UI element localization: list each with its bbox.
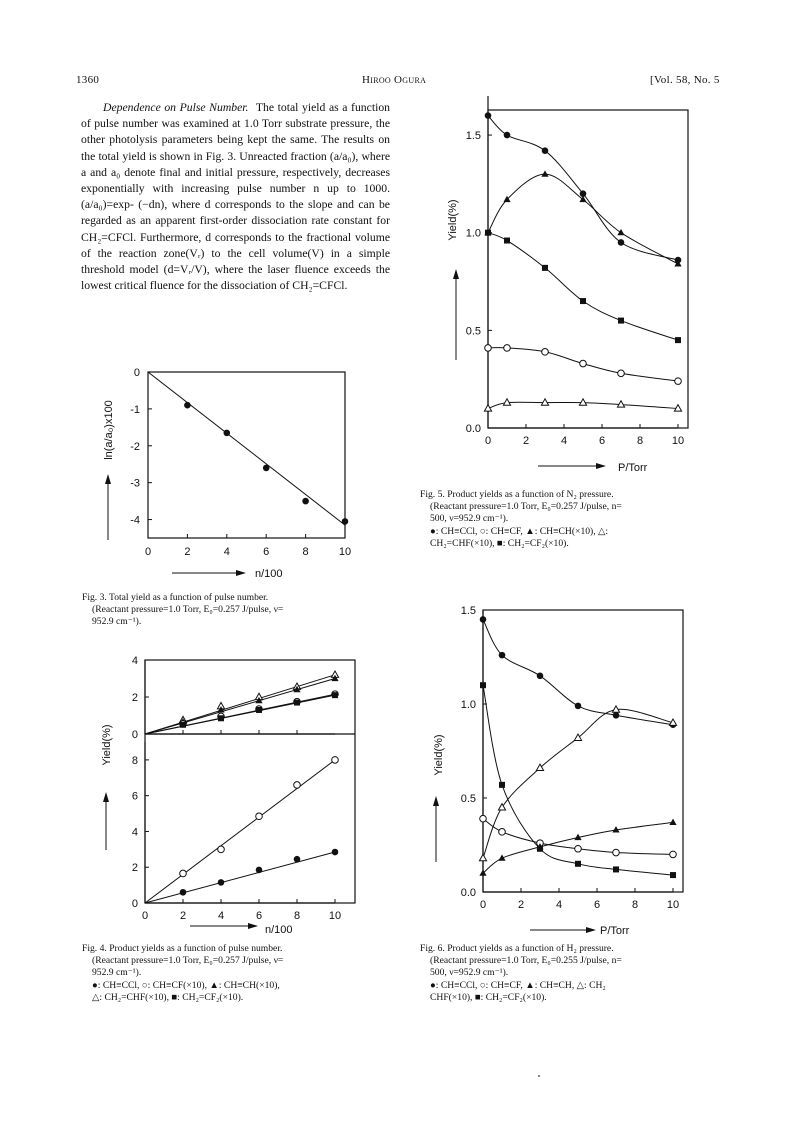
fit-line <box>145 760 335 903</box>
series <box>145 692 338 734</box>
data-point-open-circle <box>670 851 677 858</box>
y-tick-label: 1.5 <box>460 605 476 617</box>
data-point-filled-circle <box>180 889 187 896</box>
data-point-filled-square <box>575 861 581 867</box>
y-tick-label: 0.0 <box>460 887 476 899</box>
data-point-filled-circle <box>485 112 492 119</box>
series <box>145 849 338 903</box>
x-arrow-head <box>236 570 246 576</box>
data-point-filled-circle <box>618 239 625 246</box>
x-arrow-head <box>596 463 606 469</box>
fit-line <box>145 679 335 735</box>
x-tick-label: 6 <box>593 899 601 911</box>
body-line: (a/a₀), where a and a₀ denote final and initial <box>81 149 391 179</box>
y-arrow-head <box>105 474 111 484</box>
fig4-caption <box>82 943 387 1004</box>
data-point-open-circle <box>580 360 587 367</box>
x-tick-label: 10 <box>328 910 342 922</box>
data-point-open-circle <box>294 782 301 789</box>
caption-line: (Reactant pressure=1.0 Torr, E₀=0.257 J/pulse, ν= <box>92 955 284 967</box>
running-author: Hiroo Ogura <box>362 74 427 86</box>
body-line: parameters being kept the same. The results on the <box>81 133 391 163</box>
data-point-filled-circle <box>613 712 620 719</box>
data-point-filled-square <box>480 682 486 688</box>
y-tick-label: 4 <box>131 826 138 839</box>
data-point-filled-circle <box>332 849 339 856</box>
data-point-filled-circle <box>480 616 487 623</box>
series <box>484 399 681 411</box>
data-point-filled-square <box>542 265 548 271</box>
data-point-filled-square <box>670 872 676 878</box>
series <box>145 691 338 734</box>
x-tick-label: 8 <box>636 435 644 447</box>
data-point-open-circle <box>485 345 492 352</box>
y-tick-label: 1.5 <box>465 130 481 143</box>
fig5-chart <box>430 100 710 480</box>
data-point-filled-triangle <box>669 819 676 825</box>
body-line: total yield is shown in Fig. 3. Unreacted fraction <box>98 149 327 163</box>
body-line: critical fluence for the dissociation of CH₂=CFCl. <box>114 279 348 293</box>
running-volume: [Vol. 58, No. 5 <box>650 74 720 86</box>
body-line: 1.0 Torr substrate pressure, the other photolysis <box>81 117 391 147</box>
data-point-open-triangle <box>479 854 486 860</box>
fit-line <box>145 695 335 734</box>
x-tick-label: 4 <box>217 910 225 922</box>
caption-line: △: CH₂=CHF(×10), ■: CH₂=CF₂(×10). <box>92 991 244 1003</box>
data-point-open-circle <box>256 813 263 820</box>
x-tick-label: 0 <box>144 546 152 558</box>
caption-line: ●: CH≡CCl, ○: CH≡CF, ▲: CH≡CH, △: CH₂ <box>430 979 606 991</box>
caption-line: Fig. 3. Total yield as a function of pulse number. <box>82 592 269 603</box>
body-line: the cell volume(V) in a simple threshold model <box>81 246 391 277</box>
data-point-filled-circle <box>504 132 511 139</box>
fig4-chart <box>90 650 380 940</box>
data-point-filled-circle <box>218 879 225 886</box>
data-point-open-circle <box>332 757 339 764</box>
fig6-caption <box>420 943 730 1004</box>
body-line: increasing pulse number n up to 1000. (a/a₀)=exp- <box>81 182 391 212</box>
data-point-open-triangle <box>579 399 586 405</box>
caption-line: CHF(×10), ■: CH₂=CF₂(×10). <box>430 991 547 1003</box>
fit-line <box>148 372 345 525</box>
caption-line: CH₂=CHF(×10), ■: CH₂=CF₂(×10). <box>430 537 569 549</box>
x-tick-label: 4 <box>223 546 230 558</box>
x-tick-label: 10 <box>666 899 680 911</box>
y-axis-label: Yield(%) <box>101 724 113 766</box>
caption-line: (Reactant pressure=1.0 Torr, E₀=0.257 J/pulse, n= <box>430 501 622 513</box>
caption-line: 500, ν=952.9 cm⁻¹). <box>430 513 509 525</box>
x-tick-label: 0 <box>479 899 487 911</box>
fig3-caption <box>82 592 382 629</box>
x-axis-label: P/Torr <box>600 925 630 937</box>
caption-line: 500, ν=952.9 cm⁻¹). <box>430 967 509 979</box>
y-tick-label: -2 <box>130 440 140 453</box>
data-point-filled-square <box>613 866 619 872</box>
y-tick-label: 0.0 <box>465 423 481 435</box>
series <box>145 757 338 903</box>
fig5-caption <box>420 489 730 550</box>
data-point-filled-square <box>332 692 338 698</box>
data-point-open-triangle <box>574 734 581 740</box>
data-point-open-circle <box>180 870 187 877</box>
data-point-filled-square <box>504 238 510 244</box>
x-tick-label: 10 <box>671 435 685 447</box>
y-tick-label: 1.0 <box>460 699 476 711</box>
y-axis-label: Yield(%) <box>447 199 459 241</box>
data-point-filled-circle <box>256 867 263 874</box>
data-point-filled-square <box>180 722 186 728</box>
section-lead: Dependence on Pulse Number. <box>103 101 249 114</box>
data-point-filled-circle <box>542 147 549 154</box>
data-point-open-circle <box>504 345 511 352</box>
x-tick-label: 6 <box>255 910 263 922</box>
x-tick-label: 4 <box>560 435 568 447</box>
data-point-open-circle <box>499 829 506 836</box>
series <box>485 345 682 385</box>
y-tick-label: -3 <box>130 477 140 490</box>
body-line: (−dn), where d corresponds to the slope and can be <box>138 198 390 212</box>
data-point-open-circle <box>480 815 487 822</box>
caption-line: (Reactant pressure=1.0 Torr, E₀=0.255 J/pulse, n= <box>430 955 622 967</box>
x-axis-label: n/100 <box>265 924 293 936</box>
data-point-open-circle <box>675 378 682 385</box>
scan-speck <box>538 1075 540 1077</box>
series <box>484 170 681 266</box>
y-tick-label: 0 <box>131 729 138 741</box>
x-tick-label: 2 <box>517 899 525 911</box>
x-axis-label: P/Torr <box>618 462 648 474</box>
fig6-chart <box>420 600 710 935</box>
data-point-open-triangle <box>541 399 548 405</box>
y-tick-label: -1 <box>130 403 140 416</box>
data-point-open-circle <box>218 846 225 853</box>
y-tick-label: -4 <box>130 514 140 527</box>
data-point-filled-triangle <box>617 229 624 235</box>
x-tick-label: 6 <box>263 546 270 558</box>
body-line: pressure, respectively, decreases exponentially with <box>81 165 391 196</box>
series <box>480 616 677 728</box>
y-tick-label: 2 <box>131 862 138 875</box>
plot-frame <box>488 110 688 428</box>
data-point-filled-circle <box>575 703 582 710</box>
y-tick-label: 0 <box>133 367 140 379</box>
caption-line: Fig. 6. Product yields as a function of H₂ pressure. <box>420 943 614 954</box>
data-point-filled-square <box>580 298 586 304</box>
data-point-filled-triangle <box>541 170 548 176</box>
fit-line <box>145 852 335 903</box>
y-tick-label: 8 <box>131 754 138 767</box>
body-line: constant for CH₂=CFCl. Furthermore, d corresponds <box>81 214 391 244</box>
data-point-open-circle <box>618 370 625 377</box>
fit-curve <box>488 116 678 261</box>
series <box>485 230 681 343</box>
body-line: regarded as an apparent first-order dissociation rate <box>81 214 329 228</box>
data-point-filled-square <box>294 700 300 706</box>
data-point-filled-circle <box>499 652 506 659</box>
caption-line: ●: CH≡CCl, ○: CH≡CF, ▲: CH≡CH(×10), △: <box>430 525 609 537</box>
data-point-filled-square <box>485 230 491 236</box>
data-point-open-circle <box>613 849 620 856</box>
x-tick-label: 0 <box>141 910 149 922</box>
data-point-filled-circle <box>302 498 309 505</box>
caption-line: Fig. 4. Product yields as a function of pulse number. <box>82 943 283 954</box>
data-point-filled-square <box>675 337 681 343</box>
data-point-filled-square <box>256 707 262 713</box>
x-tick-label: 8 <box>293 910 301 922</box>
x-tick-label: 0 <box>484 435 492 447</box>
series <box>485 112 682 263</box>
x-tick-label: 2 <box>522 435 530 447</box>
x-tick-label: 8 <box>302 546 309 558</box>
data-point-open-circle <box>542 349 549 356</box>
x-axis-label: n/100 <box>255 568 283 580</box>
caption-line: (Reactant pressure=1.0 Torr, E₀=0.257 J/pulse, ν= <box>92 604 284 616</box>
fig3-chart <box>90 360 370 585</box>
x-tick-label: 6 <box>598 435 606 447</box>
fit-line <box>145 675 335 734</box>
x-tick-label: 8 <box>631 899 639 911</box>
y-tick-label: 4 <box>131 655 138 667</box>
y-tick-label: 2 <box>131 692 138 704</box>
data-point-filled-square <box>218 715 224 721</box>
x-tick-label: 10 <box>338 546 352 558</box>
x-arrow-head <box>586 927 596 933</box>
x-arrow-head <box>248 923 258 929</box>
data-point-filled-circle <box>537 673 544 680</box>
caption-line: Fig. 5. Product yields as a function of N₂ pressure. <box>420 489 614 500</box>
data-point-filled-circle <box>294 856 301 863</box>
caption-line: ●: CH≡CCl, ○: CH≡CF(×10), ▲: CH≡CH(×10), <box>92 979 280 991</box>
data-point-open-circle <box>575 845 582 852</box>
body-line: (d=Vᵣ/V), where the laser fluence exceeds the lowest <box>81 263 391 293</box>
y-arrow-head <box>453 269 459 279</box>
data-point-filled-square <box>618 318 624 324</box>
body-paragraph <box>81 100 390 294</box>
y-axis-label: Yield(%) <box>433 734 445 776</box>
y-tick-label: 1.0 <box>465 227 481 240</box>
fit-curve <box>488 174 678 264</box>
data-point-filled-square <box>499 782 505 788</box>
body-line: to the fractional volume of the reaction zone(Vᵣ) to <box>81 230 391 260</box>
body-line: The total yield <box>255 101 326 114</box>
page-number: 1360 <box>76 74 100 86</box>
x-tick-label: 4 <box>555 899 563 911</box>
y-tick-label: 0.5 <box>460 793 476 805</box>
x-tick-label: 2 <box>179 910 187 922</box>
body-line: as a function of pulse number was examined at <box>81 101 391 131</box>
y-tick-label: 0 <box>131 898 138 910</box>
y-tick-label: 0.5 <box>465 325 481 338</box>
plot-frame <box>148 372 345 538</box>
caption-line: 952.9 cm⁻¹). <box>92 616 142 628</box>
x-tick-label: 2 <box>184 546 191 558</box>
y-axis-label: ln(a/a₀)x100 <box>103 400 115 460</box>
y-arrow-head <box>433 796 439 806</box>
y-arrow-head <box>103 792 109 802</box>
caption-line: 952.9 cm⁻¹). <box>92 967 142 979</box>
y-tick-label: 6 <box>131 790 138 803</box>
series <box>145 671 339 734</box>
